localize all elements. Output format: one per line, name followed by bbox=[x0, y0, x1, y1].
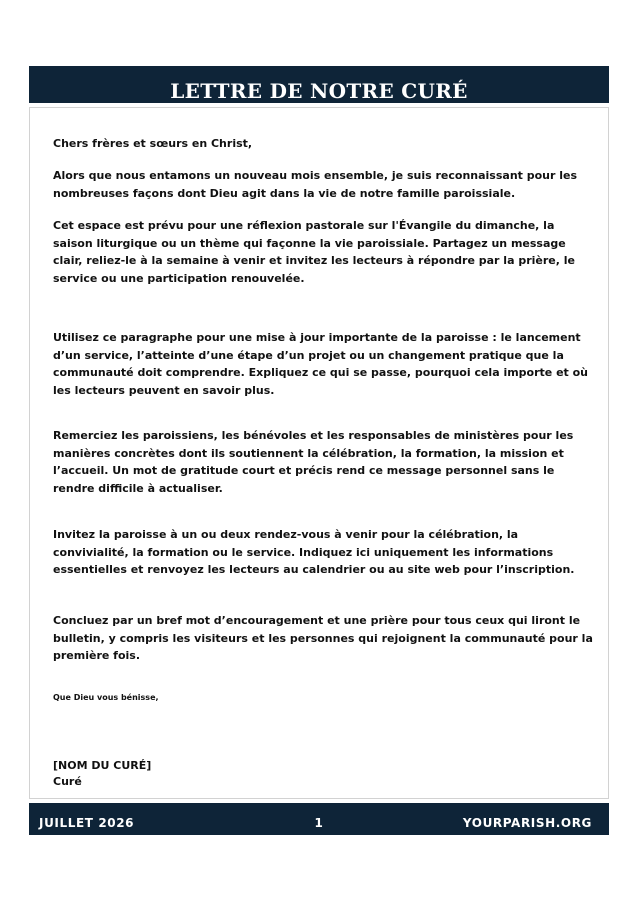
footer-website: YOURPARISH.ORG bbox=[462, 816, 592, 830]
page-title: LETTRE DE NOTRE CURÉ bbox=[170, 78, 468, 103]
letter-greeting: Chers frères et sœurs en Christ, bbox=[53, 137, 253, 150]
footer-bar bbox=[29, 803, 609, 835]
letter-paragraph-6: Concluez par un bref mot d’encouragement et une prière pour tous ceux qui liront le bulletin, y compris les visiteurs et les personnes qui rejoignent la communauté pour la première fois. bbox=[53, 614, 593, 663]
signature-name: [NOM DU CURÉ] bbox=[53, 759, 152, 772]
letter-paragraph-5: Invitez la paroisse à un ou deux rendez-vous à venir pour la célébration, la convivialité, la formation ou le service. Indiquez ici uniquement les informations essentielles et renvoyez les lecteurs au calendrier ou au site web pour l’inscription. bbox=[53, 528, 575, 577]
signature-title: Curé bbox=[53, 775, 82, 788]
header-bar bbox=[29, 66, 609, 103]
letter-paragraph-4: Remerciez les paroissiens, les bénévoles et les responsables de ministères pour les manières concrètes dont ils soutiennent la célébration, la formation, la mission et l’accueil. Un mot de gratitude court et précis rend ce message personnel sans le rendre difficile à actualiser. bbox=[53, 429, 574, 495]
letter-closing: Que Dieu vous bénisse, bbox=[53, 693, 159, 702]
letter-paragraph-2: Cet espace est prévu pour une réflexion pastorale sur l'Évangile du dimanche, la saison liturgique ou un thème qui façonne la vie paroissiale. Partagez un message clair, reliez-le à la semaine à venir et invitez les lecteurs à répondre par la prière, le service ou une participation renouvelée. bbox=[53, 219, 575, 285]
page-number: 1 bbox=[314, 816, 324, 830]
letter-body bbox=[29, 107, 609, 799]
footer-date: JUILLET 2026 bbox=[39, 816, 135, 830]
letter-paragraph-3: Utilisez ce paragraphe pour une mise à jour importante de la paroisse : le lancement d’un service, l’atteinte d’une étape d’un projet ou un changement pratique que la communauté doit comprendre. Expliquez ce qui se passe, pourquoi cela importe et où les lecteurs peuvent en savoir plus. bbox=[53, 331, 589, 397]
letter-paragraph-1: Alors que nous entamons un nouveau mois ensemble, je suis reconnaissant pour les nombreuses façons dont Dieu agit dans la vie de notre famille paroissiale. bbox=[53, 169, 578, 200]
